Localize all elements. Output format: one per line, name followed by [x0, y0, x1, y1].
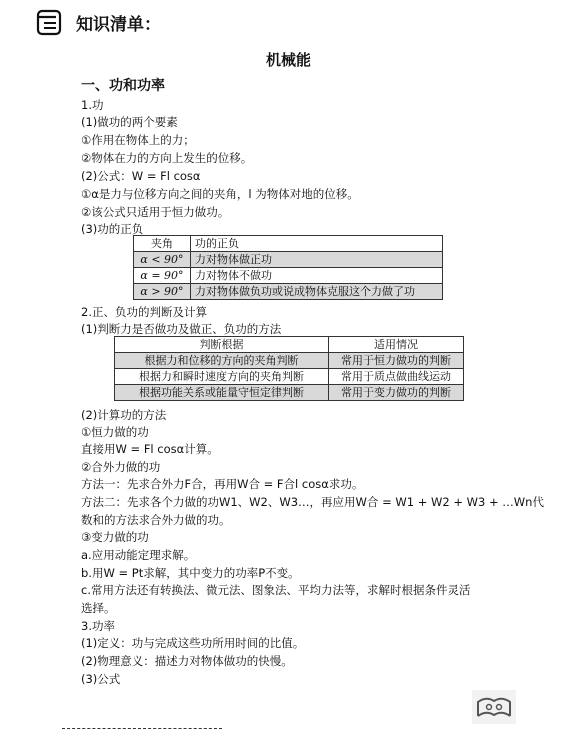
- footer-dashed-rule: [62, 728, 222, 729]
- table-cell: 常用于变力做功的判断: [329, 385, 464, 401]
- text-line: 方法二：先求各个力做的功W1、W2、W3…，再应用W合 = W1 + W2 + W3 + …Wn代: [81, 495, 544, 509]
- table-header-row: [134, 236, 443, 252]
- text-line: (1)做功的两个要素: [81, 115, 178, 129]
- table-header-cell: 适用情况: [329, 337, 464, 353]
- text-line: a.应用动能定理求解。: [81, 548, 196, 562]
- text-line: 选择。: [81, 601, 116, 615]
- text-line: 3.功率: [81, 619, 115, 633]
- table-cell: 常用于质点做曲线运动: [329, 369, 464, 385]
- table-row: [134, 252, 443, 268]
- book-logo-icon: [472, 690, 516, 724]
- text-line: (2)物理意义：描述力对物体做功的快慢。: [81, 654, 293, 668]
- table-cell: 常用于恒力做功的判断: [329, 353, 464, 369]
- header-title: 知识清单：: [76, 15, 161, 35]
- table-cell: α = 90°: [134, 268, 191, 284]
- text-line: c.常用方法还有转换法、微元法、图象法、平均力法等，求解时根据条件灵活: [81, 583, 471, 597]
- text-line: ②该公式只适用于恒力做功。: [81, 205, 230, 219]
- work-sign-table: [133, 235, 443, 300]
- section-heading: 一、功和功率: [81, 78, 165, 94]
- table-row: [115, 353, 464, 369]
- text-line: (3)功的正负: [81, 222, 144, 236]
- notebook-icon: [36, 8, 62, 36]
- text-line: b.用W = Pt求解，其中变力的功率P不变。: [81, 566, 300, 580]
- table-row: [134, 284, 443, 300]
- table-cell: 根据功能关系或能量守恒定律判断: [115, 385, 329, 401]
- doc-title: 机械能: [266, 51, 312, 69]
- text-line: 方法一：先求合外力F合，再用W合 = F合l cosα求功。: [81, 477, 364, 491]
- text-line: ①作用在物体上的力；: [81, 133, 195, 147]
- table-cell: 力对物体做正功: [191, 252, 443, 268]
- text-line: ①恒力做的功: [81, 425, 149, 439]
- table-header-row: [115, 337, 464, 353]
- table-header-cell: 功的正负: [191, 236, 443, 252]
- text-line: (1)定义：功与完成这些功所用时间的比值。: [81, 636, 305, 650]
- text-line: 数和的方法求合外力做的功。: [81, 513, 231, 527]
- text-line: ②物体在力的方向上发生的位移。: [81, 151, 253, 165]
- table-cell: 根据力和瞬时速度方向的夹角判断: [115, 369, 329, 385]
- table-cell: α > 90°: [134, 284, 191, 300]
- table-cell: 根据力和位移的方向的夹角判断: [115, 353, 329, 369]
- table-row: [134, 268, 443, 284]
- table-row: [115, 369, 464, 385]
- text-line: (1)判断力是否做功及做正、负功的方法: [81, 322, 282, 336]
- judgement-method-table: [114, 336, 464, 401]
- text-line: ③变力做的功: [81, 530, 149, 544]
- table-header-cell: 夹角: [134, 236, 191, 252]
- text-line: 直接用W = Fl cosα计算。: [81, 442, 219, 456]
- table-cell: α < 90°: [134, 252, 191, 268]
- text-line: (3)公式: [81, 672, 121, 686]
- table-header-cell: 判断根据: [115, 337, 329, 353]
- text-line: 1.功: [81, 98, 104, 112]
- text-line: 2.正、负功的判断及计算: [81, 305, 207, 319]
- text-line: (2)公式：W = Fl cosα: [81, 169, 201, 183]
- table-cell: 力对物体不做功: [191, 268, 443, 284]
- table-row: [115, 385, 464, 401]
- table-cell: 力对物体做负功或说成物体克服这个力做了功: [191, 284, 443, 300]
- text-line: (2)计算功的方法: [81, 408, 167, 422]
- text-line: ②合外力做的功: [81, 460, 161, 474]
- text-line: ①α是力与位移方向之间的夹角，l 为物体对地的位移。: [81, 187, 359, 201]
